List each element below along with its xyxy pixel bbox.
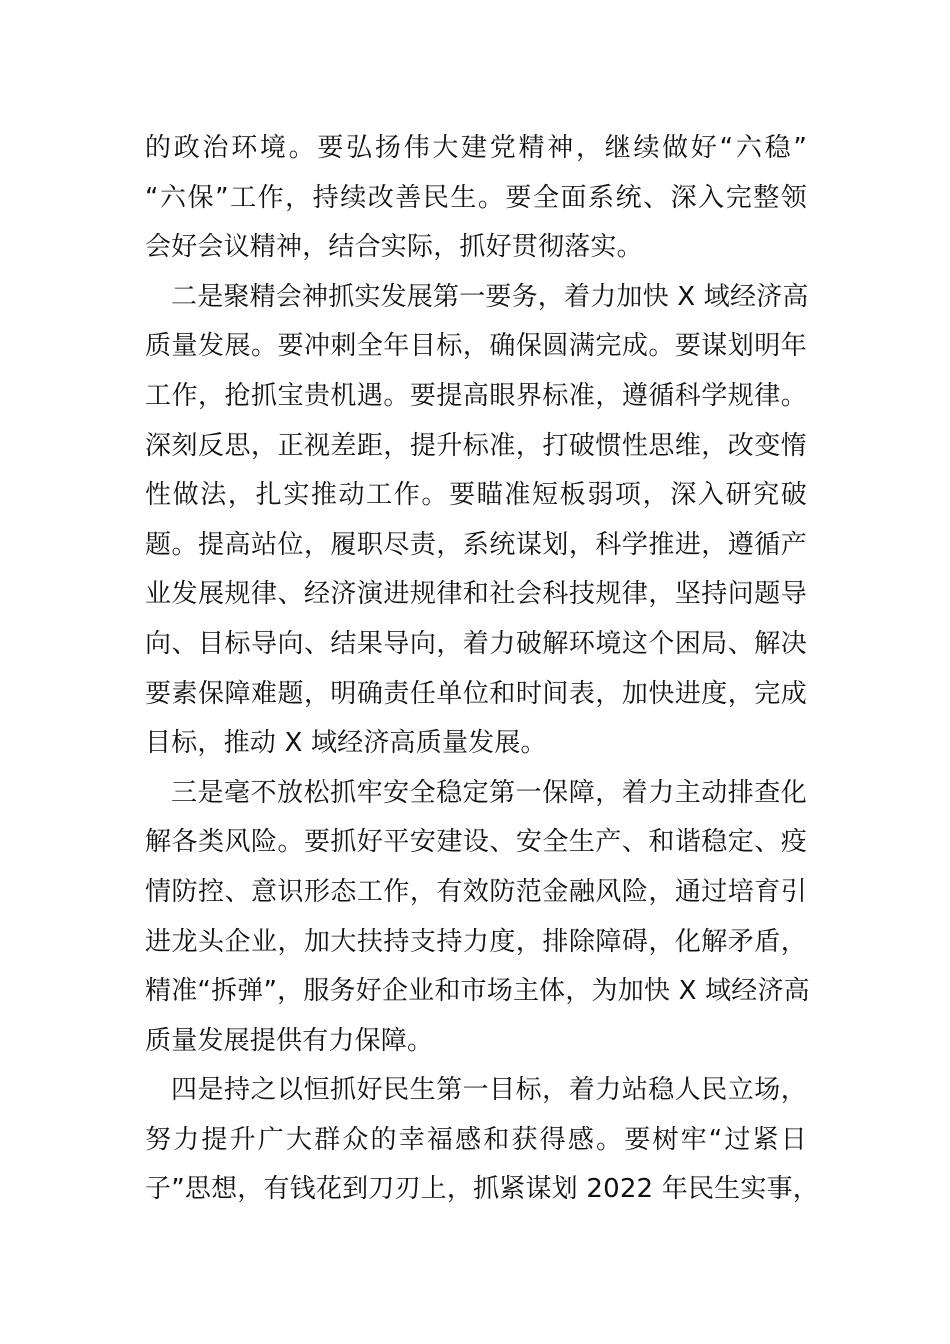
paragraph-3 [145, 769, 810, 1067]
text-line: 质量发展提供有力保障。 [145, 1025, 434, 1056]
text-line: 业发展规律、经济演进规律和社会科技规律，坚持问题导 [145, 579, 807, 610]
text-line: 质量发展。要冲刺全年目标，确保圆满完成。要谋划明年 [145, 331, 807, 362]
text-line: 进龙头企业，加大扶持支持力度，排除障碍，化解矛盾， [145, 926, 807, 957]
paragraph-1 [145, 124, 807, 273]
text-line: 要素保障难题，明确责任单位和时间表，加快进度，完成 [145, 678, 807, 709]
text-line: 会好会议精神，结合实际，抓好贯彻落实。 [145, 232, 643, 263]
text-line: 精准“拆弹”，服务好企业和市场主体，为加快 X 域经济高 [145, 976, 810, 1007]
text-line: 深刻反思，正视差距，提升标准，打破惯性思维，改变惰 [145, 430, 807, 461]
text-line: 性做法，扎实推动工作。要瞄准短板弱项，深入研究破 [145, 480, 807, 511]
document-body [145, 124, 819, 1215]
text-line: 三是毫不放松抓牢安全稳定第一保障，着力主动排查化 [171, 777, 807, 808]
text-line: 子”思想，有钱花到刀刃上，抓紧谋划 2022 年民生实事， [145, 1174, 819, 1205]
text-line: 二是聚精会神抓实发展第一要务，着力加快 X 域经济高 [171, 281, 809, 312]
text-line: 的政治环境。要弘扬伟大建党精神，继续做好“六稳” [145, 133, 807, 163]
text-line: 努力提升广大群众的幸福感和获得感。要树牢“过紧日 [145, 1124, 807, 1155]
paragraph-4 [145, 1066, 819, 1215]
text-line: 题。提高站位，履职尽责，系统谋划，科学推进，遵循产 [145, 529, 807, 560]
text-line: 目标，推动 X 域经济高质量发展。 [145, 728, 547, 759]
text-line: 情防控、意识形态工作，有效防范金融风险，通过培育引 [145, 876, 807, 907]
text-line: 四是持之以恒抓好民生第一目标，着力站稳人民立场， [171, 1075, 807, 1106]
text-line: 向、目标导向、结果导向，着力破解环境这个困局、解决 [145, 628, 807, 659]
text-line: “六保”工作，持续改善民生。要全面系统、深入完整领 [145, 182, 807, 213]
text-line: 工作，抢抓宝贵机遇。要提高眼界标准，遵循科学规律。 [145, 380, 807, 411]
paragraph-2 [145, 273, 807, 769]
text-line: 解各类风险。要抓好平安建设、安全生产、和谐稳定、疫 [145, 827, 807, 858]
